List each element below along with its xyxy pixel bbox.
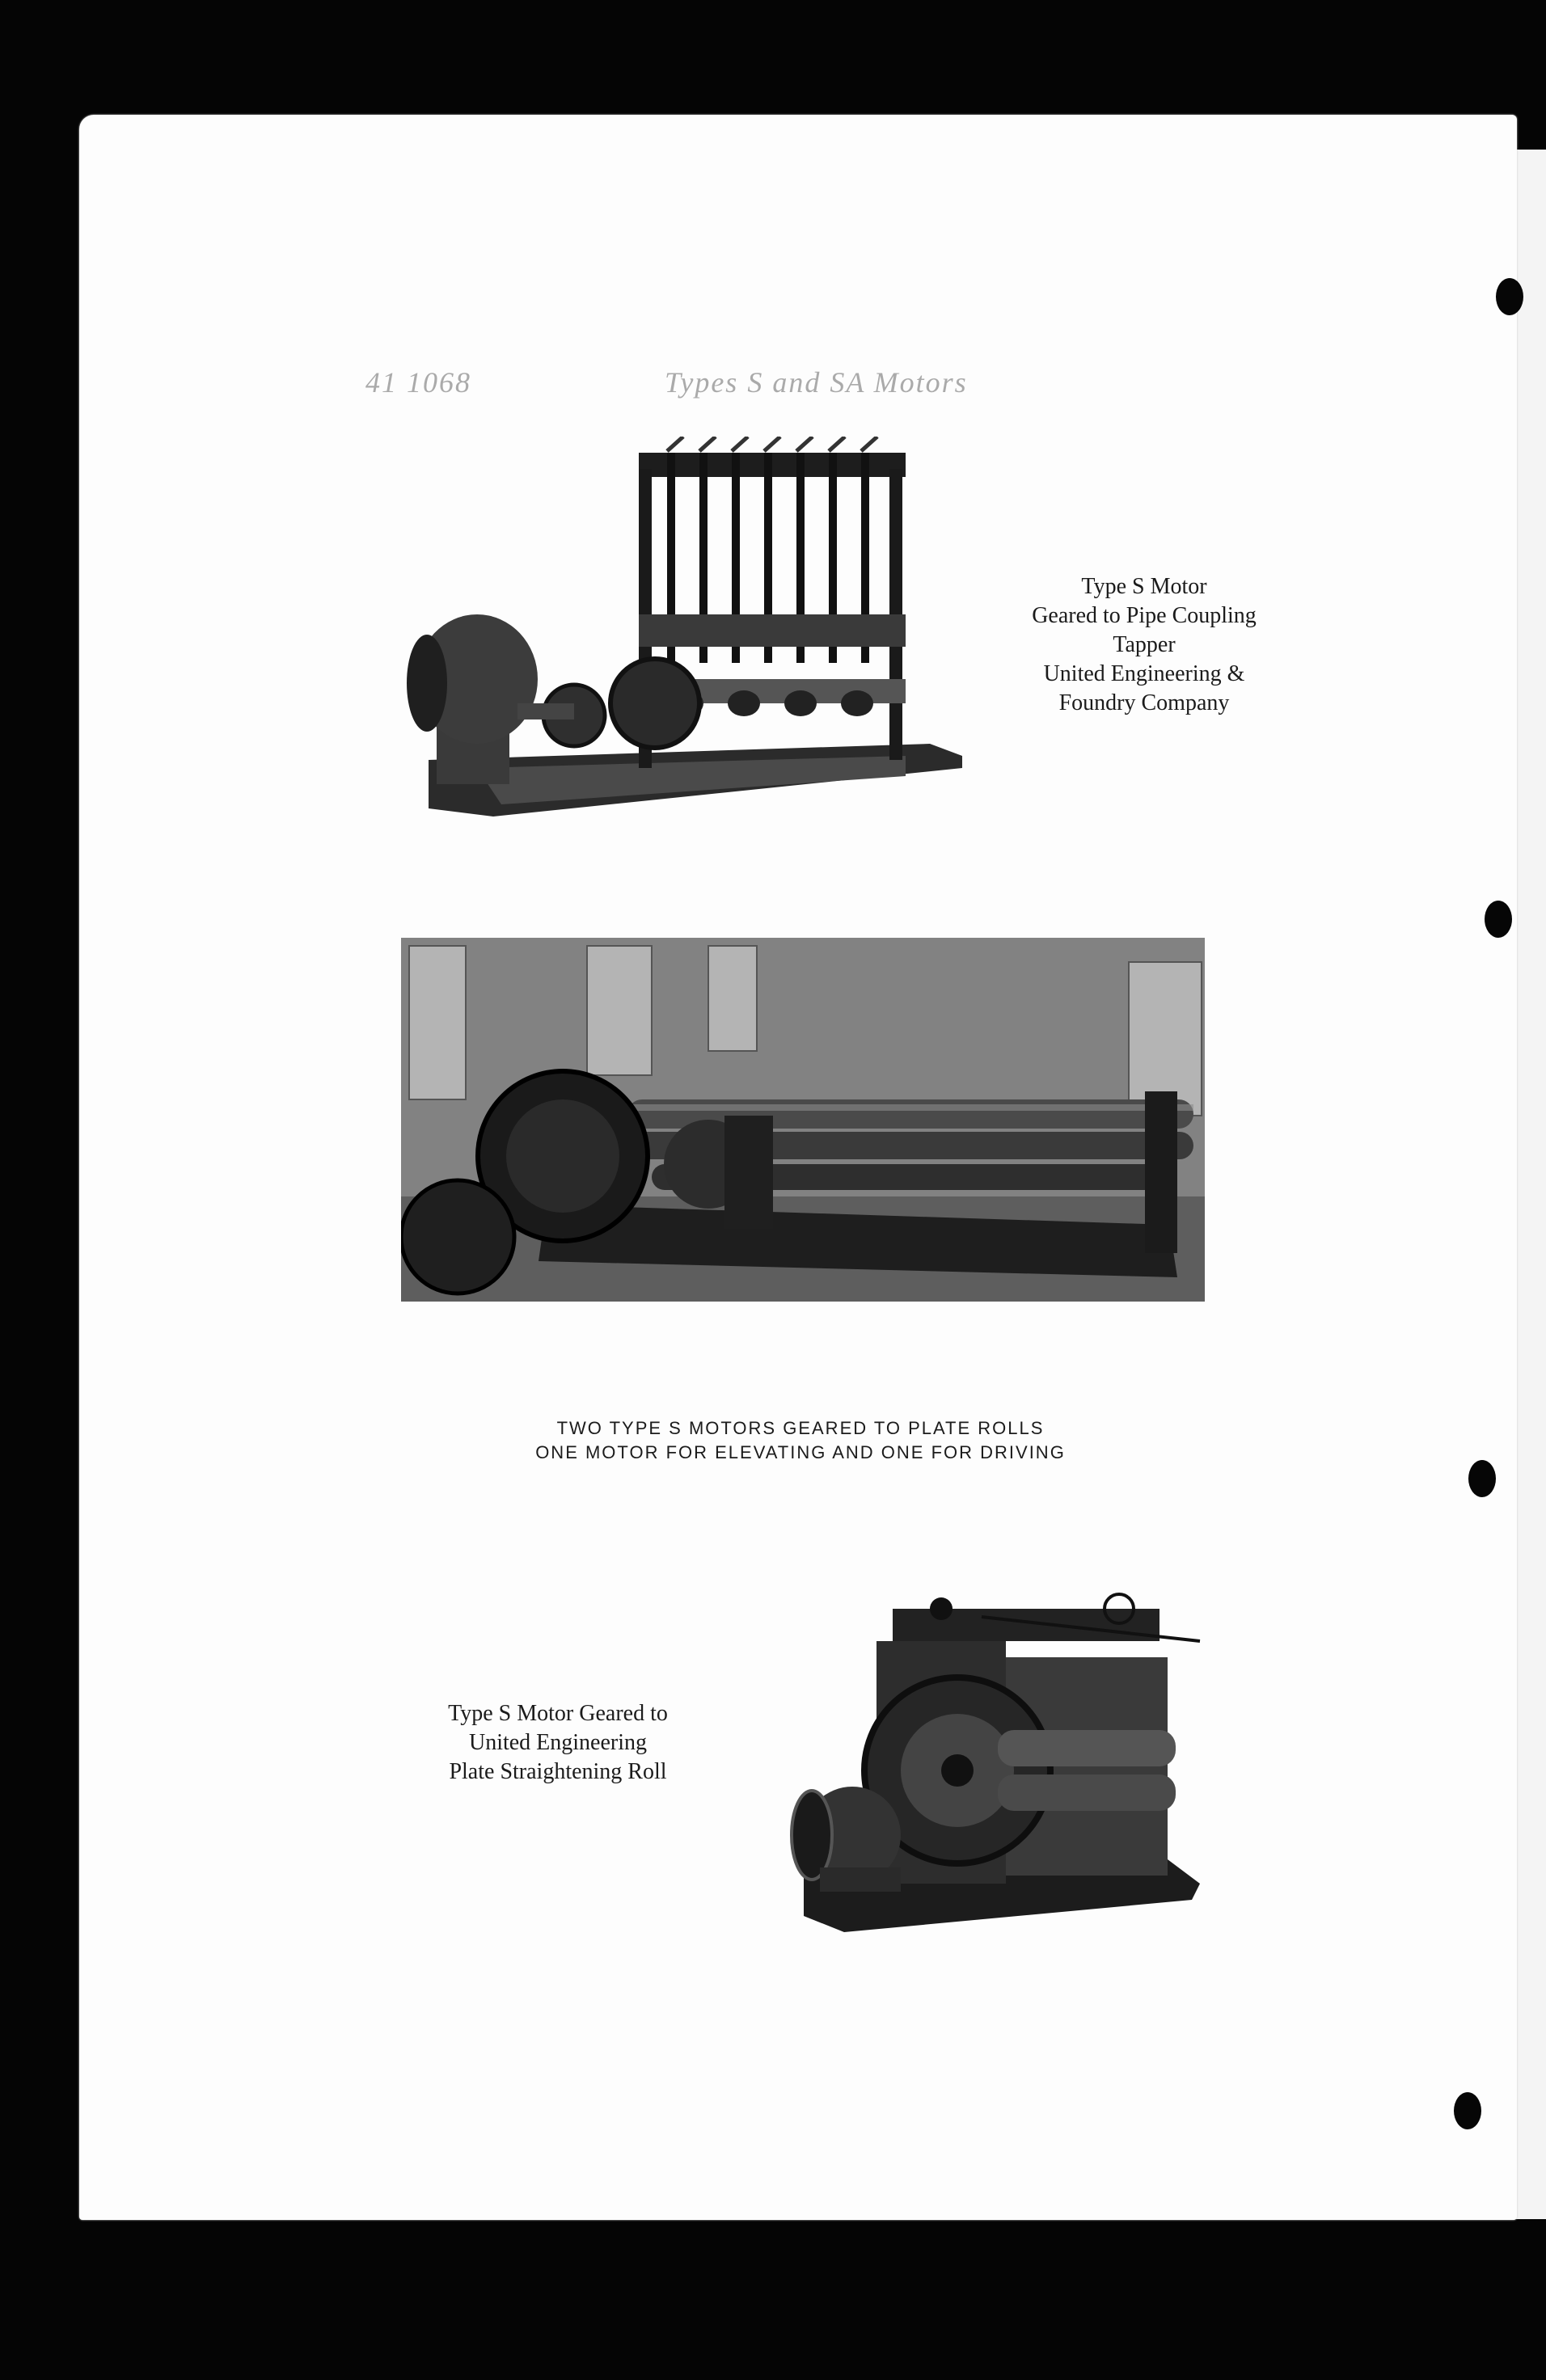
caption-line: United Engineering &: [1043, 661, 1245, 686]
figure-caption: [485, 1416, 1116, 1465]
caption-line: Geared to Pipe Coupling: [1032, 603, 1257, 628]
caption-line: Type S Motor: [1081, 574, 1207, 599]
caption-line: Foundry Company: [1058, 690, 1230, 715]
plate-rolls-photo: [401, 938, 1205, 1310]
plate-straightening-roll-photo: [779, 1593, 1216, 1932]
caption-line: Plate Straightening Roll: [449, 1759, 667, 1784]
figure-caption: [995, 572, 1294, 718]
caption-line: ONE MOTOR FOR ELEVATING AND ONE FOR DRIVING: [535, 1442, 1066, 1462]
caption-line: Type S Motor Geared to: [448, 1701, 668, 1726]
binder-hole: [1468, 1460, 1496, 1497]
page-number: 41 1068: [365, 366, 471, 399]
figure-caption: [420, 1699, 695, 1787]
caption-line: United Engineering: [468, 1730, 648, 1755]
page-title: Types S and SA Motors: [665, 366, 968, 399]
binder-hole: [1496, 278, 1523, 315]
caption-line: Tapper: [1113, 632, 1176, 657]
binder-hole: [1454, 2092, 1481, 2129]
pipe-coupling-tapper-photo: [380, 437, 978, 817]
binder-hole: [1485, 901, 1512, 938]
caption-line: TWO TYPE S MOTORS GEARED TO PLATE ROLLS: [556, 1418, 1045, 1438]
